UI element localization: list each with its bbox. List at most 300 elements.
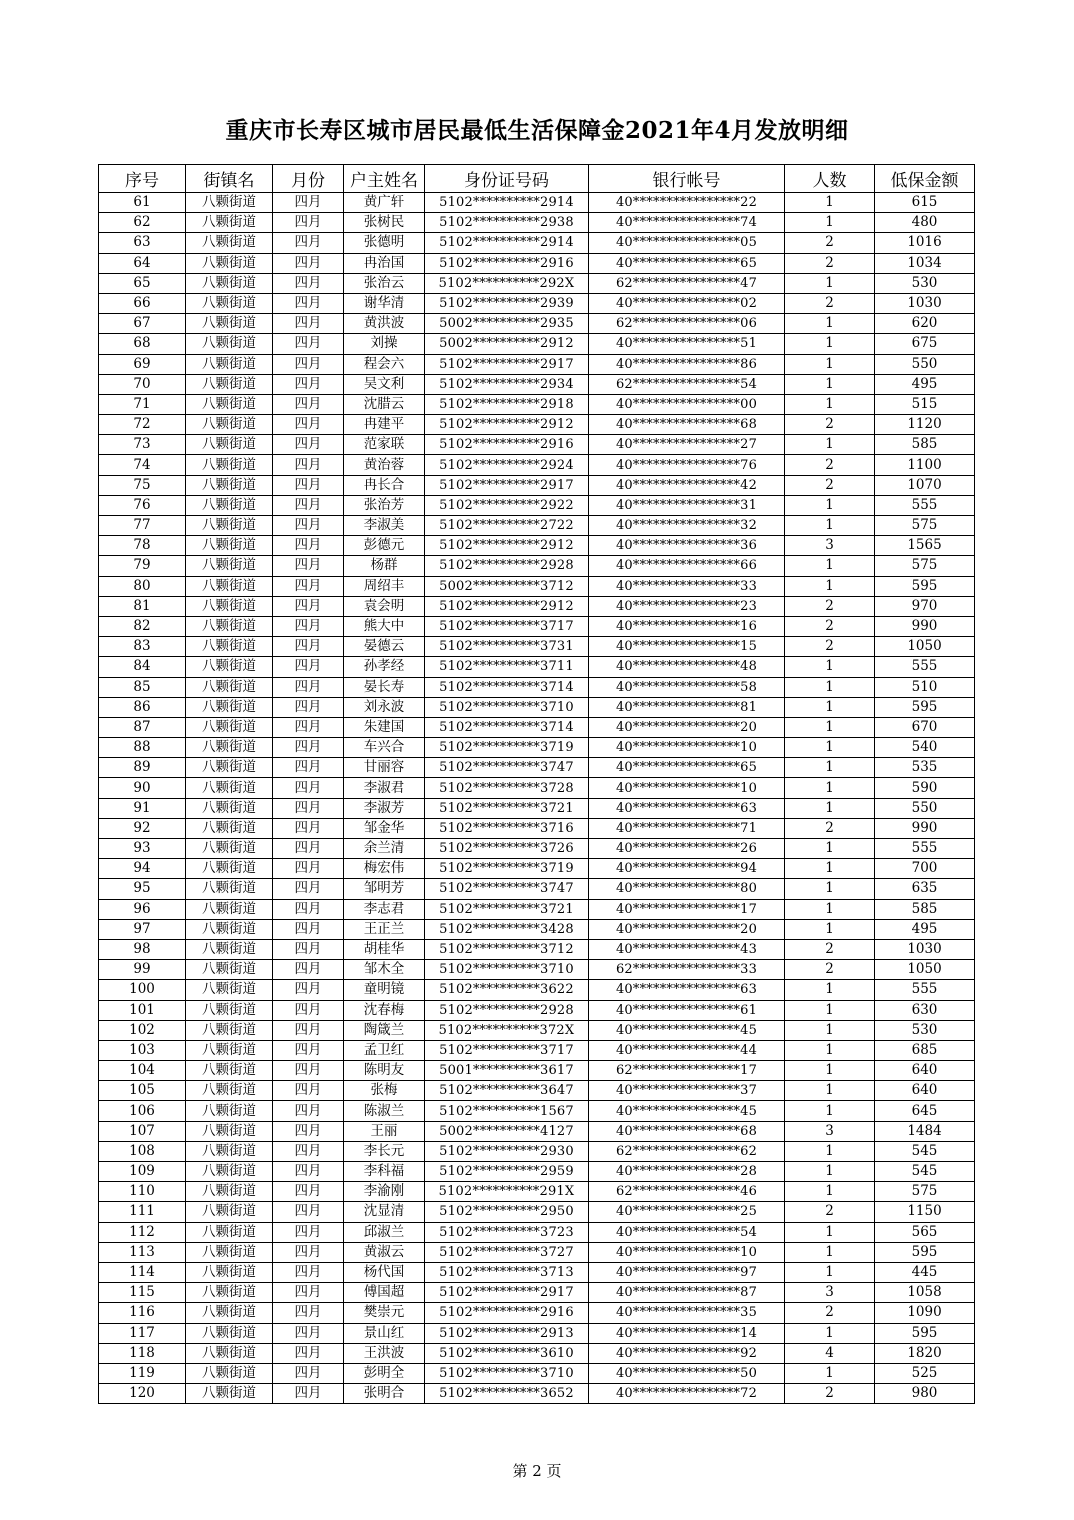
cell-seq: 120 xyxy=(99,1384,186,1404)
table-row xyxy=(99,1343,975,1363)
cell-month: 四月 xyxy=(273,475,344,495)
page-title: 重庆市长寿区城市居民最低生活保障金2021年4月发放明细 xyxy=(225,117,849,144)
cell-bank-account: 40****************26 xyxy=(589,839,785,859)
cell-street: 八颗街道 xyxy=(186,778,273,798)
cell-bank-account: 40****************87 xyxy=(589,1283,785,1303)
cell-street: 八颗街道 xyxy=(186,293,273,313)
cell-month: 四月 xyxy=(273,1202,344,1222)
cell-householder: 陈淑兰 xyxy=(344,1101,425,1121)
cell-id-number: 5102**********3726 xyxy=(425,839,589,859)
cell-street: 八颗街道 xyxy=(186,314,273,334)
cell-persons: 1 xyxy=(785,1222,875,1242)
cell-householder: 张治芳 xyxy=(344,495,425,515)
cell-street: 八颗街道 xyxy=(186,1384,273,1404)
cell-seq: 113 xyxy=(99,1242,186,1262)
cell-street: 八颗街道 xyxy=(186,758,273,778)
cell-street: 八颗街道 xyxy=(186,818,273,838)
cell-month: 四月 xyxy=(273,374,344,394)
cell-month: 四月 xyxy=(273,1323,344,1343)
cell-id-number: 5102**********1567 xyxy=(425,1101,589,1121)
cell-amount: 515 xyxy=(875,394,975,414)
cell-persons: 1 xyxy=(785,697,875,717)
cell-month: 四月 xyxy=(273,193,344,213)
cell-seq: 88 xyxy=(99,738,186,758)
cell-street: 八颗街道 xyxy=(186,738,273,758)
cell-seq: 85 xyxy=(99,677,186,697)
cell-id-number: 5102**********2912 xyxy=(425,415,589,435)
cell-id-number: 5102**********3710 xyxy=(425,1363,589,1383)
cell-seq: 79 xyxy=(99,556,186,576)
cell-seq: 90 xyxy=(99,778,186,798)
cell-seq: 74 xyxy=(99,455,186,475)
cell-bank-account: 40****************97 xyxy=(589,1262,785,1282)
cell-street: 八颗街道 xyxy=(186,495,273,515)
cell-id-number: 5102**********2934 xyxy=(425,374,589,394)
cell-bank-account: 40****************45 xyxy=(589,1101,785,1121)
cell-amount: 635 xyxy=(875,879,975,899)
cell-bank-account: 40****************72 xyxy=(589,1384,785,1404)
cell-bank-account: 40****************36 xyxy=(589,536,785,556)
cell-seq: 104 xyxy=(99,1061,186,1081)
cell-bank-account: 40****************74 xyxy=(589,213,785,233)
cell-street: 八颗街道 xyxy=(186,717,273,737)
cell-month: 四月 xyxy=(273,919,344,939)
cell-street: 八颗街道 xyxy=(186,939,273,959)
cell-amount: 555 xyxy=(875,657,975,677)
cell-householder: 张治云 xyxy=(344,273,425,293)
cell-amount: 1030 xyxy=(875,939,975,959)
cell-seq: 102 xyxy=(99,1020,186,1040)
cell-id-number: 5102**********3428 xyxy=(425,919,589,939)
cell-bank-account: 40****************92 xyxy=(589,1343,785,1363)
cell-bank-account: 62****************47 xyxy=(589,273,785,293)
cell-id-number: 5102**********2913 xyxy=(425,1323,589,1343)
cell-householder: 范家联 xyxy=(344,435,425,455)
cell-persons: 1 xyxy=(785,980,875,1000)
cell-bank-account: 40****************23 xyxy=(589,596,785,616)
cell-id-number: 5102**********3731 xyxy=(425,637,589,657)
cell-bank-account: 40****************17 xyxy=(589,899,785,919)
cell-street: 八颗街道 xyxy=(186,677,273,697)
cell-id-number: 5102**********2928 xyxy=(425,556,589,576)
cell-seq: 116 xyxy=(99,1303,186,1323)
cell-bank-account: 40****************35 xyxy=(589,1303,785,1323)
cell-month: 四月 xyxy=(273,293,344,313)
cell-street: 八颗街道 xyxy=(186,980,273,1000)
cell-month: 四月 xyxy=(273,1242,344,1262)
cell-street: 八颗街道 xyxy=(186,1202,273,1222)
cell-month: 四月 xyxy=(273,798,344,818)
cell-bank-account: 40****************48 xyxy=(589,657,785,677)
cell-householder: 李长元 xyxy=(344,1141,425,1161)
cell-month: 四月 xyxy=(273,637,344,657)
cell-id-number: 5102**********2916 xyxy=(425,253,589,273)
cell-bank-account: 40****************86 xyxy=(589,354,785,374)
cell-street: 八颗街道 xyxy=(186,1182,273,1202)
cell-amount: 1050 xyxy=(875,960,975,980)
cell-persons: 1 xyxy=(785,717,875,737)
cell-seq: 99 xyxy=(99,960,186,980)
cell-street: 八颗街道 xyxy=(186,616,273,636)
cell-month: 四月 xyxy=(273,1061,344,1081)
cell-month: 四月 xyxy=(273,960,344,980)
cell-persons: 2 xyxy=(785,1303,875,1323)
cell-householder: 李淑芳 xyxy=(344,798,425,818)
cell-householder: 胡桂华 xyxy=(344,939,425,959)
table-row xyxy=(99,1363,975,1383)
table-row xyxy=(99,960,975,980)
cell-seq: 84 xyxy=(99,657,186,677)
cell-bank-account: 40****************66 xyxy=(589,556,785,576)
cell-persons: 2 xyxy=(785,253,875,273)
cell-persons: 1 xyxy=(785,738,875,758)
cell-id-number: 5102**********3712 xyxy=(425,939,589,959)
cell-householder: 孟卫红 xyxy=(344,1040,425,1060)
cell-street: 八颗街道 xyxy=(186,233,273,253)
table-row xyxy=(99,1141,975,1161)
cell-seq: 70 xyxy=(99,374,186,394)
cell-month: 四月 xyxy=(273,1000,344,1020)
cell-amount: 595 xyxy=(875,1242,975,1262)
table-row xyxy=(99,798,975,818)
cell-id-number: 5102**********3747 xyxy=(425,879,589,899)
cell-persons: 3 xyxy=(785,1121,875,1141)
cell-month: 四月 xyxy=(273,576,344,596)
cell-bank-account: 40****************33 xyxy=(589,576,785,596)
cell-id-number: 5102**********2917 xyxy=(425,354,589,374)
table-row xyxy=(99,536,975,556)
cell-amount: 670 xyxy=(875,717,975,737)
cell-id-number: 5102**********2959 xyxy=(425,1162,589,1182)
cell-persons: 1 xyxy=(785,677,875,697)
cell-persons: 1 xyxy=(785,798,875,818)
cell-householder: 朱建国 xyxy=(344,717,425,737)
cell-amount: 565 xyxy=(875,1222,975,1242)
cell-bank-account: 40****************54 xyxy=(589,1222,785,1242)
cell-id-number: 5102**********3721 xyxy=(425,798,589,818)
cell-street: 八颗街道 xyxy=(186,1141,273,1161)
cell-id-number: 5102**********3717 xyxy=(425,616,589,636)
table-row xyxy=(99,778,975,798)
cell-month: 四月 xyxy=(273,939,344,959)
cell-householder: 李渝刚 xyxy=(344,1182,425,1202)
cell-amount: 590 xyxy=(875,778,975,798)
cell-persons: 1 xyxy=(785,213,875,233)
table-row xyxy=(99,1283,975,1303)
cell-amount: 575 xyxy=(875,516,975,536)
cell-month: 四月 xyxy=(273,334,344,354)
cell-persons: 1 xyxy=(785,758,875,778)
cell-bank-account: 40****************68 xyxy=(589,1121,785,1141)
table-row xyxy=(99,1303,975,1323)
cell-amount: 540 xyxy=(875,738,975,758)
cell-amount: 1100 xyxy=(875,455,975,475)
cell-month: 四月 xyxy=(273,314,344,334)
cell-seq: 62 xyxy=(99,213,186,233)
cell-persons: 1 xyxy=(785,919,875,939)
col-header-seq: 序号 xyxy=(99,165,186,193)
cell-persons: 2 xyxy=(785,415,875,435)
cell-householder: 杨群 xyxy=(344,556,425,576)
cell-bank-account: 40****************20 xyxy=(589,919,785,939)
cell-id-number: 5102**********3622 xyxy=(425,980,589,1000)
cell-seq: 103 xyxy=(99,1040,186,1060)
table-header-row xyxy=(99,165,975,193)
cell-persons: 2 xyxy=(785,596,875,616)
cell-street: 八颗街道 xyxy=(186,576,273,596)
cell-amount: 1565 xyxy=(875,536,975,556)
table-row xyxy=(99,495,975,515)
cell-persons: 1 xyxy=(785,1363,875,1383)
cell-street: 八颗街道 xyxy=(186,374,273,394)
cell-bank-account: 40****************22 xyxy=(589,193,785,213)
cell-street: 八颗街道 xyxy=(186,536,273,556)
table-row xyxy=(99,1040,975,1060)
cell-month: 四月 xyxy=(273,980,344,1000)
cell-id-number: 5102**********2950 xyxy=(425,1202,589,1222)
cell-id-number: 5102**********2912 xyxy=(425,536,589,556)
table-row xyxy=(99,354,975,374)
cell-seq: 107 xyxy=(99,1121,186,1141)
cell-seq: 109 xyxy=(99,1162,186,1182)
cell-amount: 1484 xyxy=(875,1121,975,1141)
cell-householder: 邹金华 xyxy=(344,818,425,838)
cell-seq: 115 xyxy=(99,1283,186,1303)
cell-householder: 袁会明 xyxy=(344,596,425,616)
cell-seq: 105 xyxy=(99,1081,186,1101)
cell-id-number: 5102**********3721 xyxy=(425,899,589,919)
cell-amount: 585 xyxy=(875,435,975,455)
table-row xyxy=(99,677,975,697)
cell-street: 八颗街道 xyxy=(186,697,273,717)
table-row xyxy=(99,738,975,758)
cell-householder: 黄治蓉 xyxy=(344,455,425,475)
cell-street: 八颗街道 xyxy=(186,415,273,435)
cell-householder: 李志君 xyxy=(344,899,425,919)
cell-householder: 邹木全 xyxy=(344,960,425,980)
table-row xyxy=(99,919,975,939)
table-row xyxy=(99,1242,975,1262)
cell-householder: 张明合 xyxy=(344,1384,425,1404)
table-row xyxy=(99,717,975,737)
cell-seq: 69 xyxy=(99,354,186,374)
cell-bank-account: 40****************27 xyxy=(589,435,785,455)
cell-persons: 1 xyxy=(785,879,875,899)
cell-persons: 1 xyxy=(785,859,875,879)
cell-seq: 114 xyxy=(99,1262,186,1282)
cell-street: 八颗街道 xyxy=(186,859,273,879)
cell-persons: 1 xyxy=(785,374,875,394)
cell-householder: 张梅 xyxy=(344,1081,425,1101)
col-header-amount: 低保金额 xyxy=(875,165,975,193)
cell-id-number: 5102**********3647 xyxy=(425,1081,589,1101)
cell-persons: 1 xyxy=(785,1242,875,1262)
cell-bank-account: 62****************54 xyxy=(589,374,785,394)
cell-persons: 1 xyxy=(785,516,875,536)
cell-street: 八颗街道 xyxy=(186,919,273,939)
cell-seq: 93 xyxy=(99,839,186,859)
cell-householder: 傅国超 xyxy=(344,1283,425,1303)
cell-bank-account: 40****************32 xyxy=(589,516,785,536)
cell-seq: 61 xyxy=(99,193,186,213)
cell-seq: 81 xyxy=(99,596,186,616)
cell-id-number: 5102**********2917 xyxy=(425,1283,589,1303)
cell-persons: 3 xyxy=(785,536,875,556)
table-row xyxy=(99,1323,975,1343)
cell-bank-account: 40****************25 xyxy=(589,1202,785,1222)
table-row xyxy=(99,516,975,536)
cell-id-number: 5002**********2935 xyxy=(425,314,589,334)
cell-persons: 2 xyxy=(785,818,875,838)
cell-persons: 1 xyxy=(785,1162,875,1182)
cell-persons: 1 xyxy=(785,495,875,515)
cell-persons: 1 xyxy=(785,1000,875,1020)
cell-bank-account: 40****************28 xyxy=(589,1162,785,1182)
cell-id-number: 5102**********2914 xyxy=(425,233,589,253)
cell-persons: 1 xyxy=(785,273,875,293)
cell-street: 八颗街道 xyxy=(186,1262,273,1282)
cell-id-number: 5102**********2922 xyxy=(425,495,589,515)
cell-street: 八颗街道 xyxy=(186,1343,273,1363)
cell-amount: 1050 xyxy=(875,637,975,657)
cell-bank-account: 62****************62 xyxy=(589,1141,785,1161)
cell-seq: 64 xyxy=(99,253,186,273)
cell-amount: 585 xyxy=(875,899,975,919)
cell-id-number: 5102**********3716 xyxy=(425,818,589,838)
cell-seq: 91 xyxy=(99,798,186,818)
cell-seq: 119 xyxy=(99,1363,186,1383)
table-row xyxy=(99,435,975,455)
cell-amount: 555 xyxy=(875,839,975,859)
cell-seq: 92 xyxy=(99,818,186,838)
cell-seq: 80 xyxy=(99,576,186,596)
cell-amount: 445 xyxy=(875,1262,975,1282)
cell-persons: 1 xyxy=(785,657,875,677)
cell-amount: 1090 xyxy=(875,1303,975,1323)
cell-street: 八颗街道 xyxy=(186,455,273,475)
table-row xyxy=(99,213,975,233)
cell-seq: 111 xyxy=(99,1202,186,1222)
cell-persons: 2 xyxy=(785,455,875,475)
cell-bank-account: 40****************63 xyxy=(589,980,785,1000)
cell-id-number: 5102**********2918 xyxy=(425,394,589,414)
table-row xyxy=(99,475,975,495)
cell-householder: 甘丽容 xyxy=(344,758,425,778)
cell-bank-account: 40****************65 xyxy=(589,758,785,778)
cell-persons: 2 xyxy=(785,1384,875,1404)
cell-month: 四月 xyxy=(273,516,344,536)
cell-id-number: 5102**********3713 xyxy=(425,1262,589,1282)
cell-bank-account: 40****************20 xyxy=(589,717,785,737)
cell-month: 四月 xyxy=(273,1262,344,1282)
cell-id-number: 5102**********3723 xyxy=(425,1222,589,1242)
cell-persons: 1 xyxy=(785,556,875,576)
table-row xyxy=(99,1202,975,1222)
table-row xyxy=(99,637,975,657)
cell-street: 八颗街道 xyxy=(186,1101,273,1121)
cell-id-number: 5102**********3714 xyxy=(425,717,589,737)
cell-street: 八颗街道 xyxy=(186,394,273,414)
cell-seq: 101 xyxy=(99,1000,186,1020)
cell-householder: 吴文利 xyxy=(344,374,425,394)
cell-street: 八颗街道 xyxy=(186,960,273,980)
cell-amount: 630 xyxy=(875,1000,975,1020)
cell-householder: 陶箴兰 xyxy=(344,1020,425,1040)
cell-street: 八颗街道 xyxy=(186,193,273,213)
cell-amount: 700 xyxy=(875,859,975,879)
cell-id-number: 5102**********2930 xyxy=(425,1141,589,1161)
cell-householder: 杨代国 xyxy=(344,1262,425,1282)
table-row xyxy=(99,415,975,435)
cell-street: 八颗街道 xyxy=(186,1363,273,1383)
col-header-householder: 户主姓名 xyxy=(344,165,425,193)
cell-persons: 1 xyxy=(785,899,875,919)
cell-month: 四月 xyxy=(273,1101,344,1121)
cell-id-number: 5102**********2916 xyxy=(425,1303,589,1323)
cell-householder: 梅宏伟 xyxy=(344,859,425,879)
cell-householder: 李淑君 xyxy=(344,778,425,798)
cell-id-number: 5102**********2917 xyxy=(425,475,589,495)
col-header-persons: 人数 xyxy=(785,165,875,193)
cell-amount: 525 xyxy=(875,1363,975,1383)
cell-street: 八颗街道 xyxy=(186,1283,273,1303)
cell-persons: 2 xyxy=(785,1202,875,1222)
cell-id-number: 5102**********2912 xyxy=(425,596,589,616)
cell-householder: 王洪波 xyxy=(344,1343,425,1363)
cell-amount: 615 xyxy=(875,193,975,213)
cell-month: 四月 xyxy=(273,1283,344,1303)
cell-amount: 575 xyxy=(875,556,975,576)
cell-householder: 余兰清 xyxy=(344,839,425,859)
cell-amount: 990 xyxy=(875,616,975,636)
cell-id-number: 5102**********3710 xyxy=(425,960,589,980)
cell-month: 四月 xyxy=(273,758,344,778)
cell-id-number: 5102**********3719 xyxy=(425,738,589,758)
cell-month: 四月 xyxy=(273,1343,344,1363)
cell-amount: 990 xyxy=(875,818,975,838)
table-row xyxy=(99,193,975,213)
cell-seq: 87 xyxy=(99,717,186,737)
cell-month: 四月 xyxy=(273,616,344,636)
page-number: 第 2 页 xyxy=(512,1462,562,1480)
cell-amount: 575 xyxy=(875,1182,975,1202)
cell-street: 八颗街道 xyxy=(186,556,273,576)
cell-amount: 595 xyxy=(875,1323,975,1343)
cell-id-number: 5102**********2914 xyxy=(425,193,589,213)
cell-householder: 黄广轩 xyxy=(344,193,425,213)
table-row xyxy=(99,657,975,677)
cell-id-number: 5102**********2938 xyxy=(425,213,589,233)
table-body xyxy=(99,193,975,1404)
cell-amount: 495 xyxy=(875,374,975,394)
cell-seq: 97 xyxy=(99,919,186,939)
cell-amount: 640 xyxy=(875,1081,975,1101)
cell-amount: 1150 xyxy=(875,1202,975,1222)
cell-bank-account: 40****************71 xyxy=(589,818,785,838)
cell-persons: 2 xyxy=(785,939,875,959)
cell-id-number: 5102**********2924 xyxy=(425,455,589,475)
cell-id-number: 5102**********3747 xyxy=(425,758,589,778)
cell-amount: 980 xyxy=(875,1384,975,1404)
cell-street: 八颗街道 xyxy=(186,879,273,899)
cell-amount: 510 xyxy=(875,677,975,697)
table-row xyxy=(99,556,975,576)
cell-persons: 1 xyxy=(785,1323,875,1343)
cell-householder: 沈腊云 xyxy=(344,394,425,414)
cell-id-number: 5102**********292X xyxy=(425,273,589,293)
cell-month: 四月 xyxy=(273,899,344,919)
cell-bank-account: 40****************14 xyxy=(589,1323,785,1343)
